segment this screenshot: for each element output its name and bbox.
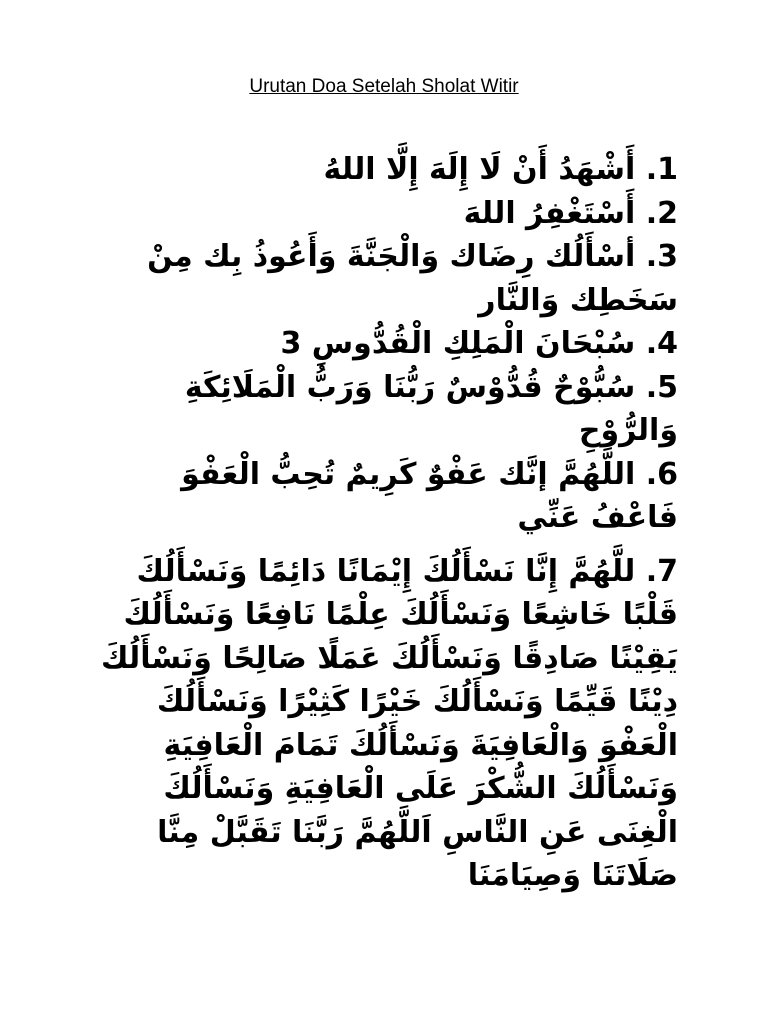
doa-item-5 xyxy=(90,366,678,453)
doa-item-7 xyxy=(90,550,678,898)
doa-number: 3. xyxy=(645,239,678,274)
doa-number: 1. xyxy=(645,152,678,187)
doa-text: أَشْهَدُ أَنْ لَا إِلَهَ إِلَّا اللهُ xyxy=(323,152,636,187)
doa-list xyxy=(90,148,678,898)
doa-item-6 xyxy=(90,453,678,540)
doa-number: 2. xyxy=(645,195,678,231)
doa-number: 5. xyxy=(645,369,678,405)
doa-number: 4. xyxy=(645,326,678,361)
doa-text: سُبُّوْحٌ قُدُّوْسٌ رَبُّنَا وَرَبُّ الْمَلَائِكَةِ وَالرُّوْحِ xyxy=(184,369,678,448)
doa-text: سُبْحَانَ الْمَلِكِ الْقُدُّوسِ 3 xyxy=(280,326,636,361)
doa-item-4 xyxy=(90,322,678,366)
document-title: Urutan Doa Setelah Sholat Witir xyxy=(249,76,519,97)
doa-text: أَسْتَغْفِرُ اللهَ xyxy=(463,195,636,231)
doa-item-3 xyxy=(90,235,678,322)
doa-item-2 xyxy=(90,192,678,236)
doa-text: اللَّهُمَّ إنَّك عَفْوٌ كَرِيمٌ تُحِبُّ الْعَفْوَ فَاعْفُ عَنِّي xyxy=(181,456,678,535)
doa-text: للَّهُمَّ إِنَّا نَسْأَلُكَ إِيْمَانًا دَائِمًا وَنَسْأَلُكَ قَلْبًا خَاشِعًا وَنَسْأَلُكَ عِلْمًا نَافِعًا وَنَسْأَلُكَ يَقِيْنًا صَادِقًا وَنَسْأَلُكَ عَمَلًا صَالِحًا وَنَسْأَلُكَ دِيْنًا قَيِّمًا وَنَسْأَلُكَ خَيْرًا كَثِيْرًا وَنَسْأَلُكَ الْعَفْوَ وَالْعَافِيَةَ وَنَسْأَلُكَ تَمَامَ الْعَافِيَةِ وَنَسْأَلُكَ الشُّكْرَ عَلَى الْعَافِيَةِ وَنَسْأَلُكَ الْغِنَى عَنِ النَّاسِ اَللَّهُمَّ رَبَّنَا تَقَبَّلْ مِنَّا صَلَاتَنَا وَصِيَامَنَا xyxy=(101,553,678,893)
doa-item-1 xyxy=(90,148,678,192)
doa-text: أسْأَلُك رِضَاك وَالْجَنَّةَ وَأَعُوذُ بِك مِنْ سَخَطِك وَالنَّار xyxy=(147,239,678,318)
doa-number: 7. xyxy=(645,553,678,589)
doa-number: 6. xyxy=(645,456,678,492)
